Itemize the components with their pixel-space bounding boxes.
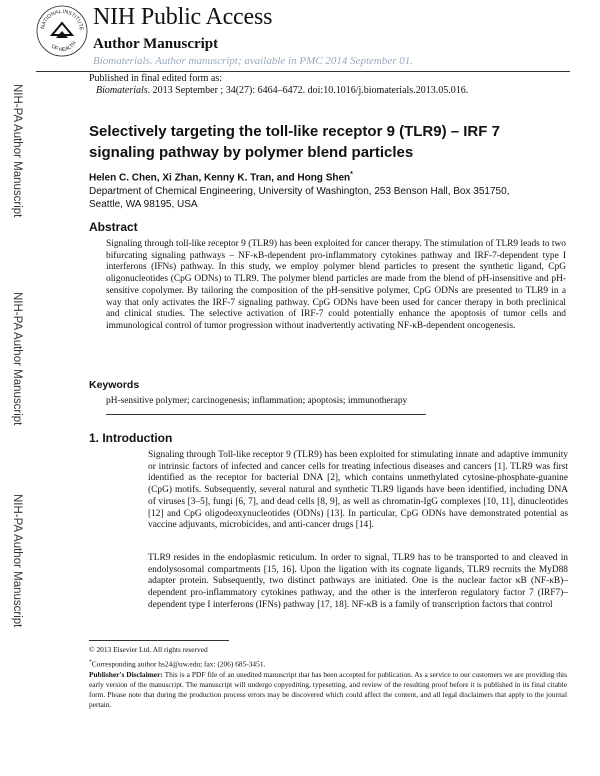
side-label-3: NIH-PA Author Manuscript	[11, 494, 23, 628]
side-label-2: NIH-PA Author Manuscript	[11, 292, 23, 426]
logo-text-top: NATIONAL INSTITUTE	[40, 8, 85, 31]
corresponding-author-text: Corresponding author hs24@uw.edu; fax: (206) 685-3451.	[91, 659, 266, 669]
introduction-paragraph-1: Signaling through Toll-like receptor 9 (TLR9) has been exploited for stimulating innate and adaptive immunity or intrinsic factors of infected and cancer cells for treating infectious diseases and cancers [1]. TLR9 was first identified as the receptor for bacterial DNA [2], which contains unmethylated cytosine-phosphate-guanine (CpG) motifs. Subsequently, several natural and synthetic TLR9 ligands have been identified, including DNA of viruses [3–5], fungi [6, 7], and dead cells [8, 9], as well as chromatin-IgG complexes [10, 11], dinucleotides [12] and CpG oligodeoxynucleotides (ODNs) [13]. In particular, CpG ODNs have demonstrated potential as vaccine adjuvants, microbicides, and anti-cancer drugs [14].	[148, 450, 568, 531]
nih-logo	[36, 5, 88, 57]
disclaimer-label: Publisher's Disclaimer:	[89, 670, 163, 679]
keywords-text: pH-sensitive polymer; carcinogenesis; inflammation; apoptosis; immunotherapy	[106, 396, 408, 406]
abstract-heading: Abstract	[89, 220, 138, 234]
keywords-heading: Keywords	[89, 379, 140, 391]
published-in-label: Published in final edited form as:	[89, 73, 223, 84]
introduction-heading: 1. Introduction	[89, 431, 173, 445]
author-names: Helen C. Chen, Xi Zhan, Kenny K. Tran, and Hong Shen	[89, 172, 351, 184]
side-label-1: NIH-PA Author Manuscript	[11, 84, 23, 218]
author-manuscript-label: Author Manuscript	[93, 36, 219, 52]
copyright-notice: © 2013 Elsevier Ltd. All rights reserved	[89, 645, 208, 654]
citation-journal: Biomaterials	[96, 85, 148, 96]
corresponding-author-note	[89, 657, 567, 669]
citation-details: . 2013 September ; 34(27): 6464–6472. doi:10.1016/j.biomaterials.2013.05.016.	[147, 85, 469, 96]
availability-text: . Author manuscript; available in PMC 2014 September 01.	[149, 55, 414, 67]
abstract-text: Signaling through toll-like receptor 9 (TLR9) has been exploited for cancer therapy. The stimulation of TLR9 leads to two bifurcating signaling pathways – NF-κB-dependent pro-inflammatory cytokines pathway and IRF-7-dependent type I interferons (IFNs) pathway. In this study, we employ polymer blend particles to present the synthetic ligand, CpG oligonucleotides (CpG ODNs) to TLR9. The polymer blend particles are made from the blend of pH-insensitive and pH-sensitive copolymer. By tailoring the composition of the pH-sensitive polymer, CpG ODNs are presented to TLR9 in a way that only activates the IRF-7 signaling pathway. CpG ODNs have been used for cancer therapy in both preclinical and clinical studies. The selective activation of IRF-7 could potentially enhance the apoptosis of tumor cells and immunological control of tumor progression without inadvertently activating NF-κB-dependent oncogenesis.	[106, 239, 566, 331]
nih-public-access-title: NIH Public Access	[93, 4, 273, 30]
svg-text:NATIONAL INSTITUTES	[36, 5, 84, 31]
availability-journal: Biomaterials	[93, 55, 150, 67]
publisher-disclaimer	[89, 670, 567, 710]
author-list	[89, 171, 353, 183]
logo-text-bottom: OF HEALTH	[49, 40, 78, 54]
availability-note	[93, 55, 413, 67]
corresponding-mark: *	[350, 171, 353, 178]
keywords-divider	[106, 414, 426, 415]
footnote-divider	[89, 640, 229, 641]
citation	[96, 85, 468, 96]
article-title: Selectively targeting the toll-like receptor 9 (TLR9) – IRF 7 signaling pathway by polymer blend particles	[89, 123, 500, 161]
introduction-paragraph-2: TLR9 resides in the endoplasmic reticulum. In order to signal, TLR9 has to be transported to and cleaved in endolysosomal compartments [15, 16]. Upon the ligation with its cognate ligands, TLR9 recruits the MyD88 adapter protein. Subsequently, two distinct pathways are initiated. One is the nuclear factor κB (NF-κB)–dependent pro-inflammatory cytokines pathway, and the other is the interferon regulatory factor 7 (IRF7)–dependent type I interferons (IFNs) pathway [17, 18]. NF-κB is a family of transcription factors that control	[148, 553, 568, 610]
affiliation: Department of Chemical Engineering, University of Washington, 253 Benson Hall, Box 351750, Seattle, WA 98195, USA	[89, 186, 510, 210]
corresponding-footnote-mark: *	[89, 659, 92, 665]
header-divider	[36, 71, 570, 72]
svg-text:OF HEALTH	[50, 40, 78, 53]
disclaimer-text: This is a PDF file of an unedited manuscript that has been accepted for publication. As a service to our customers we are providing this early version of the manuscript. The manuscript will undergo copyediting, typesetting, and review of the resulting proof before it is published in its final citable form. Please note that during the production process errors may be discovered which could affect the content, and all legal disclaimers that apply to the journal pertain.	[89, 670, 567, 709]
